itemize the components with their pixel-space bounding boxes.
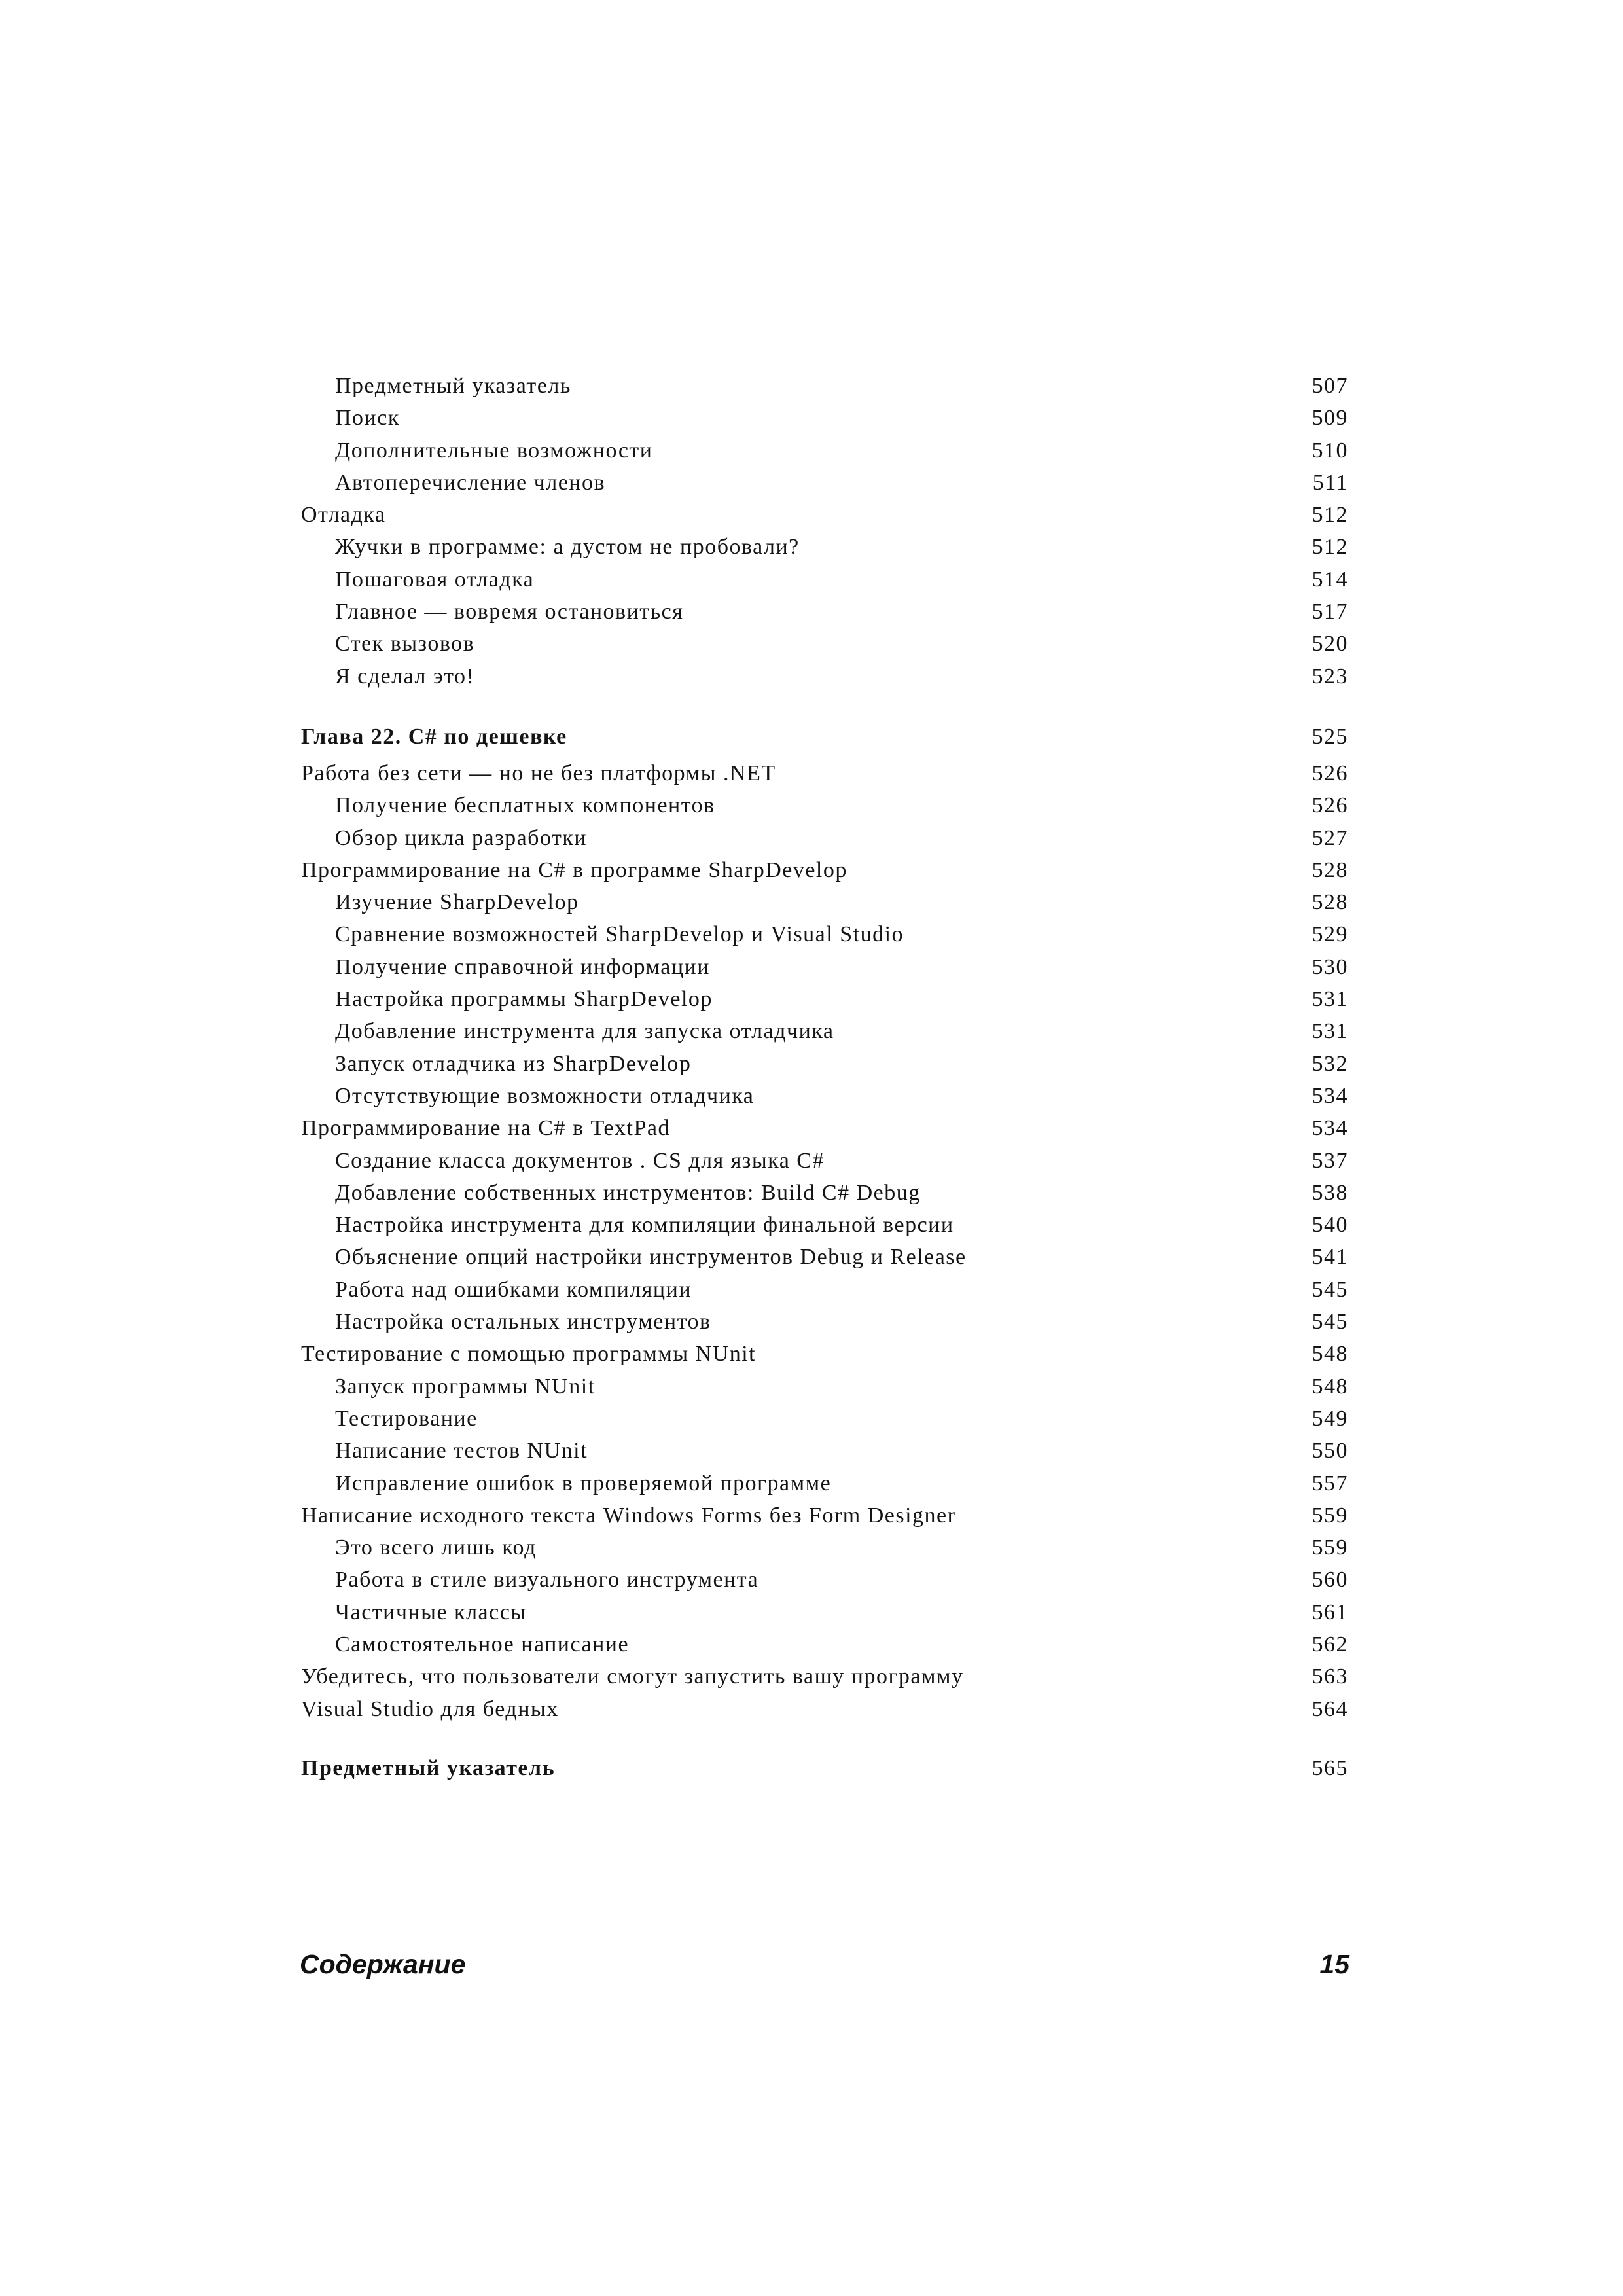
toc-entry-page: 532	[1311, 1051, 1348, 1076]
toc-entry-page: 529	[1311, 922, 1348, 947]
toc-entry-page: 531	[1311, 1019, 1348, 1044]
toc-entry[interactable]	[301, 1467, 1348, 1499]
toc-entry-title: Пошаговая отладка	[335, 567, 535, 592]
toc-entry-title: Программирование на C# в TextPad	[301, 1116, 670, 1141]
toc-entry-page: 548	[1311, 1374, 1348, 1399]
toc-entry-page: 511	[1312, 470, 1348, 495]
toc-entry-page: 541	[1311, 1245, 1348, 1270]
toc-entry-title: Тестирование	[335, 1406, 478, 1431]
chapter-heading[interactable]	[301, 717, 1348, 757]
toc-entry-page: 528	[1311, 890, 1348, 915]
toc-entry-page: 526	[1311, 793, 1348, 818]
toc-entry-page: 509	[1311, 406, 1348, 431]
toc-entry[interactable]	[301, 757, 1348, 789]
toc-entry-page: 548	[1311, 1342, 1348, 1367]
toc-entry-title: Автоперечисление членов	[335, 470, 606, 495]
toc-entry[interactable]	[301, 370, 1348, 402]
toc-entry-title: Исправление ошибок в проверяемой программе	[335, 1471, 832, 1496]
toc-entry[interactable]	[301, 918, 1348, 950]
toc-entry-title: Отсутствующие возможности отладчика	[335, 1083, 755, 1108]
toc-entry[interactable]	[301, 660, 1348, 692]
toc-entry-page: 559	[1311, 1503, 1348, 1528]
toc-entry-title: Самостоятельное написание	[335, 1632, 630, 1657]
toc-entry-title: Написание исходного текста Windows Forms без Form Designer	[301, 1503, 956, 1528]
toc-entry[interactable]	[301, 1532, 1348, 1564]
chapter-page: 525	[1311, 725, 1348, 749]
toc-entry-title: Я сделал это!	[335, 664, 475, 689]
toc-entry[interactable]	[301, 1693, 1348, 1725]
toc-entry[interactable]	[301, 1403, 1348, 1435]
toc-entry[interactable]	[301, 1177, 1348, 1209]
toc-entry[interactable]	[301, 951, 1348, 983]
toc-entry-page: 523	[1311, 664, 1348, 689]
toc-entry-title: Сравнение возможностей SharpDevelop и Visual Studio	[335, 922, 904, 947]
toc-entry-title: Отладка	[301, 503, 386, 528]
toc-entry[interactable]	[301, 402, 1348, 434]
toc-entry[interactable]	[301, 596, 1348, 628]
toc-entry-page: 545	[1311, 1310, 1348, 1335]
toc-entry-page: 534	[1311, 1116, 1348, 1141]
toc-entry-title: Жучки в программе: а дустом не пробовали?	[335, 535, 800, 560]
toc-entry-page: 560	[1311, 1568, 1348, 1592]
toc-entry-title: Получение справочной информации	[335, 954, 710, 979]
toc-entry-page: 545	[1311, 1277, 1348, 1302]
chapter-entries	[301, 757, 1348, 1725]
toc-entry[interactable]	[301, 1338, 1348, 1370]
toc-entry[interactable]	[301, 1371, 1348, 1403]
toc-entry-page: 562	[1311, 1632, 1348, 1657]
toc-entry[interactable]	[301, 1241, 1348, 1273]
toc-entry-title: Добавление инструмента для запуска отладчика	[335, 1019, 834, 1044]
toc-entry-page: 540	[1311, 1213, 1348, 1238]
toc-entry-title: Убедитесь, что пользователи смогут запустить вашу программу	[301, 1664, 964, 1689]
toc-entry-title: Обзор цикла разработки	[335, 825, 588, 850]
toc-entry-title: Добавление собственных инструментов: Build C# Debug	[335, 1180, 921, 1205]
toc-entry-page: 563	[1311, 1664, 1348, 1689]
toc-entry[interactable]	[301, 1499, 1348, 1532]
toc-entry[interactable]	[301, 564, 1348, 596]
toc-entry[interactable]	[301, 822, 1348, 854]
toc-entry-title: Стек вызовов	[335, 632, 475, 656]
toc-entry[interactable]	[301, 1274, 1348, 1306]
toc-entry[interactable]	[301, 1596, 1348, 1628]
toc-chapter-22	[301, 717, 1348, 1725]
toc-entry-page: 512	[1311, 503, 1348, 528]
toc-entry-title: Главное — вовремя остановиться	[335, 600, 684, 624]
toc-entry-page: 514	[1311, 567, 1348, 592]
toc-entry[interactable]	[301, 1435, 1348, 1467]
chapter-title: Глава 22. C# по дешевке	[301, 725, 567, 749]
toc-entry[interactable]	[301, 854, 1348, 886]
toc-entry-title: Дополнительные возможности	[335, 438, 653, 463]
toc-entry-page: 564	[1311, 1696, 1348, 1721]
toc-entry-title: Visual Studio для бедных	[301, 1696, 559, 1721]
toc-entry-title: Запуск отладчика из SharpDevelop	[335, 1051, 692, 1076]
toc-entry-page: 510	[1311, 438, 1348, 463]
toc-entry[interactable]	[301, 983, 1348, 1015]
toc-entry[interactable]	[301, 1080, 1348, 1112]
toc-entry[interactable]	[301, 1628, 1348, 1660]
toc-index-entry	[301, 1748, 1348, 1789]
toc-entry[interactable]	[301, 1660, 1348, 1693]
toc-entry-title: Настройка остальных инструментов	[335, 1310, 711, 1335]
toc-entry-title: Запуск программы NUnit	[335, 1374, 596, 1399]
toc-entry-page: 550	[1311, 1439, 1348, 1463]
toc-entry-page: 526	[1311, 761, 1348, 785]
toc-entry-title: Работа над ошибками компиляции	[335, 1277, 692, 1302]
toc-entry-page: 557	[1311, 1471, 1348, 1496]
toc-entry-page: 528	[1311, 857, 1348, 882]
toc-entry-page: 512	[1311, 535, 1348, 560]
toc-entry-title: Создание класса документов . CS для языка C#	[335, 1148, 825, 1173]
toc-entry[interactable]	[301, 1145, 1348, 1177]
toc-entry[interactable]	[301, 435, 1348, 467]
toc-entry[interactable]	[301, 1564, 1348, 1596]
toc-entry-page: 507	[1311, 374, 1348, 398]
toc-entry-page: 534	[1311, 1083, 1348, 1108]
toc-entry[interactable]	[301, 531, 1348, 563]
toc-entry-title: Настройка программы SharpDevelop	[335, 987, 713, 1012]
toc-entry-title: Работа без сети — но не без платформы .NET	[301, 761, 776, 785]
toc-entry[interactable]	[301, 628, 1348, 660]
toc-entry-page: 538	[1311, 1180, 1348, 1205]
footer-page-number: 15	[1319, 1949, 1349, 1979]
toc-entry-title: Это всего лишь код	[335, 1535, 537, 1560]
toc-entry-title: Изучение SharpDevelop	[335, 890, 579, 915]
toc-entry[interactable]	[301, 1306, 1348, 1338]
toc-entry[interactable]	[301, 886, 1348, 918]
toc-entry-title: Поиск	[335, 406, 400, 431]
index-page: 565	[1311, 1756, 1348, 1780]
toc-entry[interactable]	[301, 499, 1348, 531]
toc-entry-page: 531	[1311, 987, 1348, 1012]
toc-entry[interactable]	[301, 467, 1348, 499]
toc-entry[interactable]	[301, 1112, 1348, 1144]
toc-entry-title: Настройка инструмента для компиляции финальной версии	[335, 1213, 954, 1238]
index-heading[interactable]	[301, 1748, 1348, 1789]
toc-entry-page: 559	[1311, 1535, 1348, 1560]
toc-entry[interactable]	[301, 789, 1348, 821]
toc-entry-title: Написание тестов NUnit	[335, 1439, 588, 1463]
footer-section-title: Содержание	[300, 1949, 466, 1979]
toc-entry[interactable]	[301, 1015, 1348, 1047]
toc-entry-title: Тестирование с помощью программы NUnit	[301, 1342, 757, 1367]
toc-entry-page: 537	[1311, 1148, 1348, 1173]
toc-entry-title: Объяснение опций настройки инструментов Debug и Release	[335, 1245, 967, 1270]
toc-entry-page: 520	[1311, 632, 1348, 656]
toc-entry-page: 530	[1311, 954, 1348, 979]
toc-entry-title: Частичные классы	[335, 1600, 527, 1624]
toc-entry-title: Работа в стиле визуального инструмента	[335, 1568, 759, 1592]
toc-entry[interactable]	[301, 1209, 1348, 1241]
index-title: Предметный указатель	[301, 1756, 556, 1780]
toc-entry-title: Программирование на C# в программе SharpDevelop	[301, 857, 847, 882]
toc-entry-page: 561	[1311, 1600, 1348, 1624]
toc-top-section	[301, 370, 1348, 692]
toc-entry-page: 527	[1311, 825, 1348, 850]
toc-entry-page: 517	[1311, 600, 1348, 624]
toc-entry-page: 549	[1311, 1406, 1348, 1431]
toc-entry[interactable]	[301, 1048, 1348, 1080]
toc-entry-title: Получение бесплатных компонентов	[335, 793, 715, 818]
toc-entry-title: Предметный указатель	[335, 374, 571, 398]
